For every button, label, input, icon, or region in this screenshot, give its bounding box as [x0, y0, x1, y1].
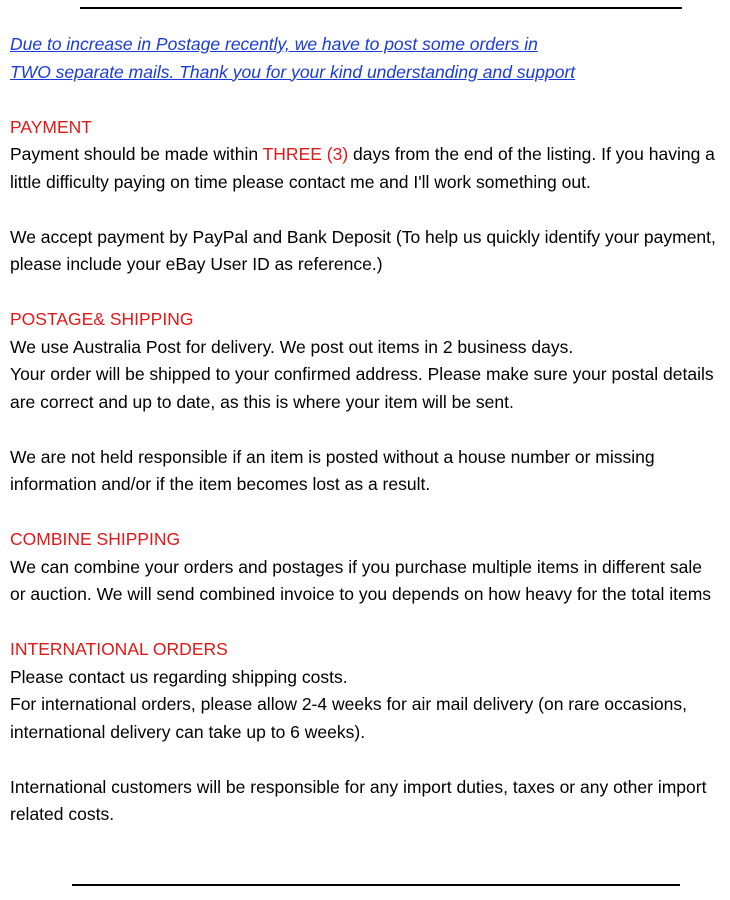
international-paragraph-1: Please contact us regarding shipping costs.	[10, 666, 348, 687]
combine-heading: COMBINE SHIPPING	[10, 529, 181, 549]
combine-paragraph-1: We can combine your orders and postages if you purchase multiple items in different sale or auction. We will send combined invoice to you depends on how heavy for the total items	[10, 556, 712, 604]
postage-notice	[10, 31, 722, 86]
postage-paragraph-2: Your order will be shipped to your confirmed address. Please make sure your postal details are correct and up to date, as this is where your item will be sent.	[10, 364, 714, 412]
payment-paragraph-2: We accept payment by PayPal and Bank Deposit (To help us quickly identify your payment, please include your eBay User ID as reference.)	[10, 226, 716, 274]
payment-heading: PAYMENT	[10, 116, 92, 137]
payment-deadline: THREE (3)	[262, 144, 349, 164]
postage-paragraph-1: We use Australia Post for delivery. We post out items in 2 business days.	[10, 336, 574, 357]
international-heading: INTERNATIONAL ORDERS	[10, 639, 228, 659]
notice-line-2: TWO separate mails. Thank you for your kind understanding and support	[10, 61, 576, 82]
payment-paragraph-1	[10, 141, 722, 196]
international-paragraph-3: International customers will be responsible for any import duties, taxes or any other import related costs.	[10, 776, 707, 824]
payment-text-pre: Payment should be made within	[10, 144, 263, 164]
notice-line-1: Due to increase in Postage recently, we have to post some orders in	[10, 34, 538, 54]
international-paragraph-2: For international orders, please allow 2-4 weeks for air mail delivery (on rare occasions, international delivery can take up to 6 weeks).	[10, 694, 687, 742]
payment-text-post: days from the end of the listing. If you having a little difficulty paying on time please contact me and I'll work something out.	[10, 144, 715, 192]
postage-paragraph-3: We are not held responsible if an item is posted without a house number or missing information and/or if the item becomes lost as a result.	[10, 446, 655, 494]
top-divider	[80, 7, 682, 9]
policy-content	[10, 31, 722, 829]
bottom-divider	[72, 884, 680, 886]
postage-heading: POSTAGE& SHIPPING	[10, 309, 194, 329]
